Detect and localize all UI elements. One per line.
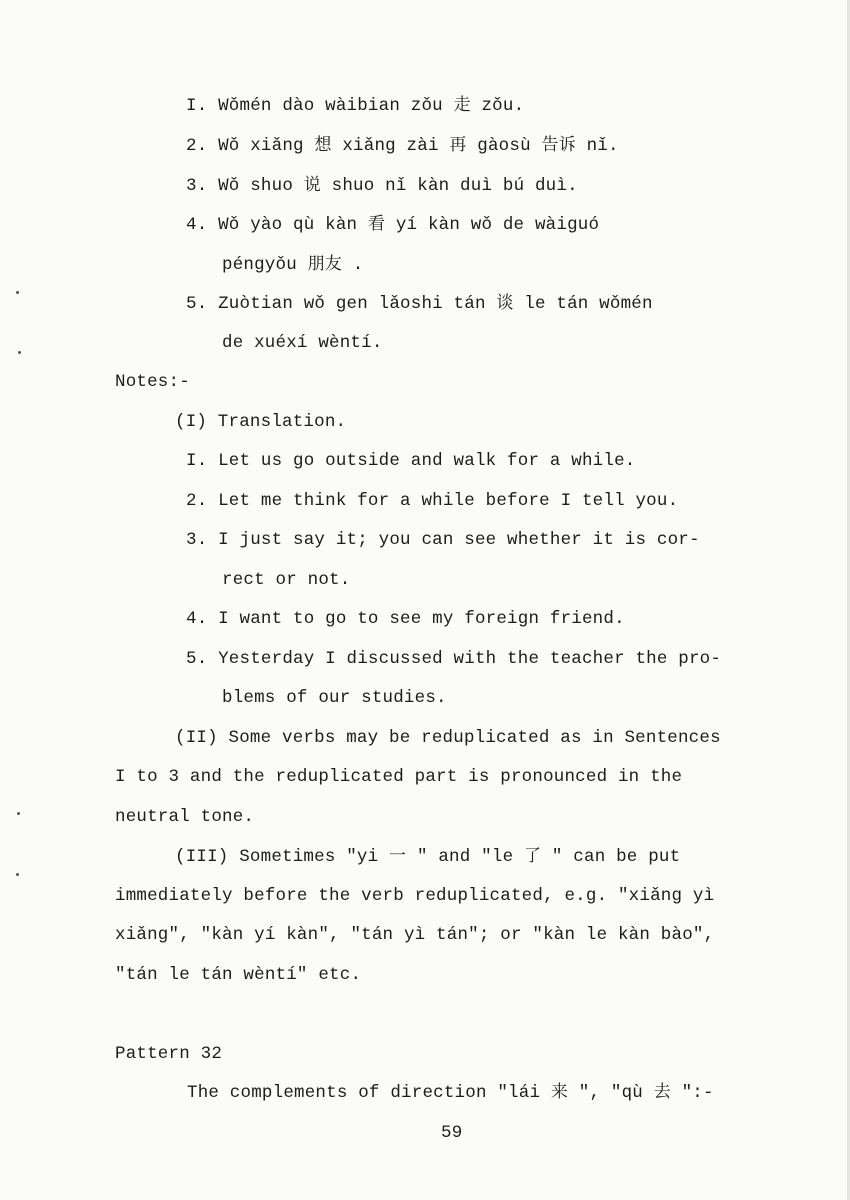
example-line-1: I. Wǒmén dào wàibian zǒu 走 zǒu. xyxy=(186,95,525,116)
example-line-5: 5. Zuòtian wǒ gen lǎoshi tán 谈 le tán wǒmén xyxy=(186,293,653,314)
scan-speck xyxy=(17,812,20,815)
note-3-line-1: (III) Sometimes "yi 一 " and "le 了 " can be put xyxy=(175,846,681,867)
translation-line-5-cont: blems of our studies. xyxy=(222,688,447,708)
translation-line-1: I. Let us go outside and walk for a while. xyxy=(186,451,636,471)
note-2-line-2: I to 3 and the reduplicated part is pronounced in the xyxy=(115,767,683,787)
note-2-line-1: (II) Some verbs may be reduplicated as in Sentences xyxy=(175,728,721,748)
pattern-intro-line: The complements of direction "lái 来 ", "qù 去 ":- xyxy=(187,1082,714,1103)
scan-speck xyxy=(16,873,19,876)
note-3-line-2: immediately before the verb reduplicated, e.g. "xiǎng yì xyxy=(115,886,715,906)
scan-speck xyxy=(16,291,19,294)
example-line-2: 2. Wǒ xiǎng 想 xiǎng zài 再 gàosù 告诉 nǐ. xyxy=(186,135,619,156)
pattern-heading: Pattern 32 xyxy=(115,1044,223,1064)
page-number: 59 xyxy=(441,1123,463,1143)
translation-line-4: 4. I want to go to see my foreign friend. xyxy=(186,609,625,629)
example-line-3: 3. Wǒ shuo 说 shuo nǐ kàn duì bú duì. xyxy=(186,175,578,196)
translation-line-2: 2. Let me think for a while before I tell you. xyxy=(186,491,679,511)
example-line-4: 4. Wǒ yào qù kàn 看 yí kàn wǒ de wàiguó xyxy=(186,214,600,235)
note-3-line-4: "tán le tán wèntí" etc. xyxy=(115,965,362,985)
scan-speck xyxy=(18,351,21,354)
translation-line-5: 5. Yesterday I discussed with the teacher the pro- xyxy=(186,649,722,669)
translation-line-3-cont: rect or not. xyxy=(222,570,351,590)
translation-line-3: 3. I just say it; you can see whether it is cor- xyxy=(186,530,700,550)
notes-heading: Notes:- xyxy=(115,372,190,392)
note-3-line-3: xiǎng", "kàn yí kàn", "tán yì tán"; or "kàn le kàn bào", xyxy=(115,925,715,945)
example-line-5-cont: de xuéxí wèntí. xyxy=(222,333,383,353)
note-2-line-3: neutral tone. xyxy=(115,807,255,827)
example-line-4-cont: péngyǒu 朋友 . xyxy=(222,254,364,275)
translation-heading: (I) Translation. xyxy=(175,412,347,432)
